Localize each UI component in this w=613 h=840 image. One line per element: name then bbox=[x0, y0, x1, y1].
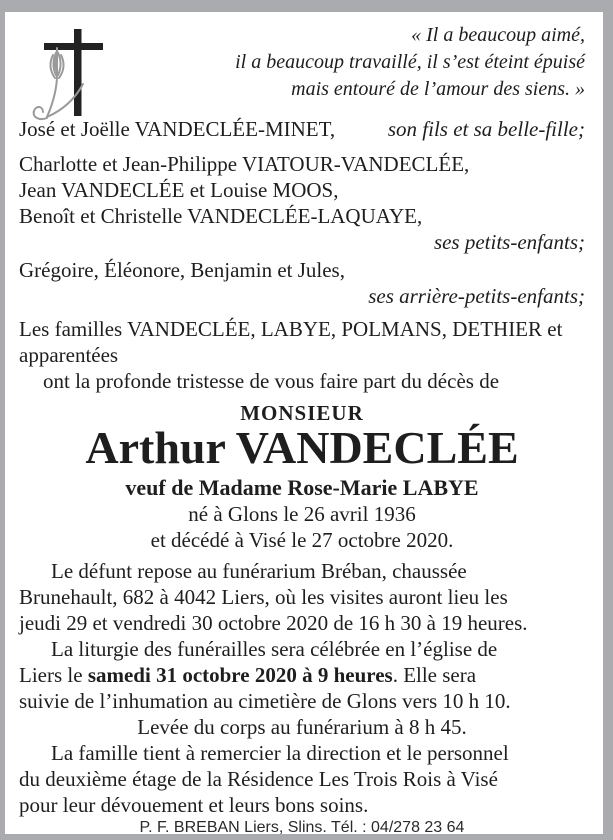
repose-line: Brunehault, 682 à 4042 Liers, où les visites auront lieu les bbox=[19, 585, 508, 609]
thanks-paragraph bbox=[19, 740, 585, 818]
funeral-home-footer: P. F. BREBAN Liers, Slins. Tél. : 04/278 23 64 bbox=[139, 819, 465, 834]
grandchild-names: Benoît et Christelle VANDECLÉE-LAQUAYE, bbox=[19, 204, 423, 228]
son-relation-label: son fils et sa belle-fille; bbox=[387, 117, 585, 141]
liturgy-line: suivie de l’inhumation au cimetière de Glons vers 10 h 10. bbox=[19, 689, 511, 713]
deceased-name: Arthur VANDECLÉE bbox=[85, 422, 519, 473]
grandchildren-group bbox=[19, 151, 585, 255]
liturgy-line-text: Liers le bbox=[19, 663, 88, 687]
announcement-line: ont la profonde tristesse de vous faire part du décès de bbox=[43, 369, 500, 393]
liturgy-line bbox=[19, 662, 585, 688]
repose-line: jeudi 29 et vendredi 30 octobre 2020 de 16 h 30 à 19 heures. bbox=[19, 611, 528, 635]
quote-line: mais entouré de l’amour des siens. » bbox=[291, 78, 585, 100]
great-grandchild-names: Grégoire, Éléonore, Benjamin et Jules, bbox=[19, 258, 345, 282]
grandchild-names: Jean VANDECLÉE et Louise MOOS, bbox=[19, 178, 339, 202]
cross-horizontal-bar bbox=[44, 43, 103, 50]
cross-and-wheat-icon bbox=[17, 26, 105, 122]
widower-line: veuf de Madame Rose-Marie LABYE bbox=[125, 475, 479, 500]
repose-line: Le défunt repose au funérarium Bréban, chaussée bbox=[51, 559, 467, 583]
son-names: José et Joëlle VANDECLÉE-MINET, bbox=[19, 117, 336, 141]
thanks-line: La famille tient à remercier la direction et le personnel bbox=[51, 741, 509, 765]
liturgy-paragraph bbox=[19, 636, 585, 714]
obituary-card bbox=[5, 12, 603, 834]
death-line: et décédé à Visé le 27 octobre 2020. bbox=[150, 528, 454, 552]
thanks-line: pour leur dévouement et leurs bons soins. bbox=[19, 793, 369, 817]
great-grandchildren-relation-label: ses arrière-petits-enfants; bbox=[368, 284, 585, 308]
families-line: apparentées bbox=[19, 343, 119, 367]
liturgy-line: La liturgie des funérailles sera célébrée en l’église de bbox=[51, 637, 498, 661]
great-grandchildren-group bbox=[19, 257, 585, 309]
thanks-line: du deuxième étage de la Résidence Les Trois Rois à Visé bbox=[19, 767, 498, 791]
quote-line: il a beaucoup travaillé, il s’est éteint épuisé bbox=[235, 51, 585, 73]
honorific: MONSIEUR bbox=[240, 401, 364, 425]
families-line: Les familles VANDECLÉE, LABYE, POLMANS, DETHIER et bbox=[19, 317, 563, 341]
birth-line: né à Glons le 26 avril 1936 bbox=[188, 502, 416, 526]
liturgy-line-text: . Elle sera bbox=[392, 663, 477, 687]
quote-line: « Il a beaucoup aimé, bbox=[411, 24, 585, 46]
cross-vertical-bar bbox=[74, 29, 82, 116]
grandchild-names: Charlotte et Jean-Philippe VIATOUR-VANDECLÉE, bbox=[19, 152, 470, 176]
repose-paragraph bbox=[19, 558, 585, 636]
grandchildren-relation-label: ses petits-enfants; bbox=[433, 230, 585, 254]
families-paragraph bbox=[19, 316, 585, 368]
levee-line: Levée du corps au funérarium à 8 h 45. bbox=[137, 715, 467, 739]
ceremony-datetime: samedi 31 octobre 2020 à 9 heures bbox=[87, 663, 393, 687]
